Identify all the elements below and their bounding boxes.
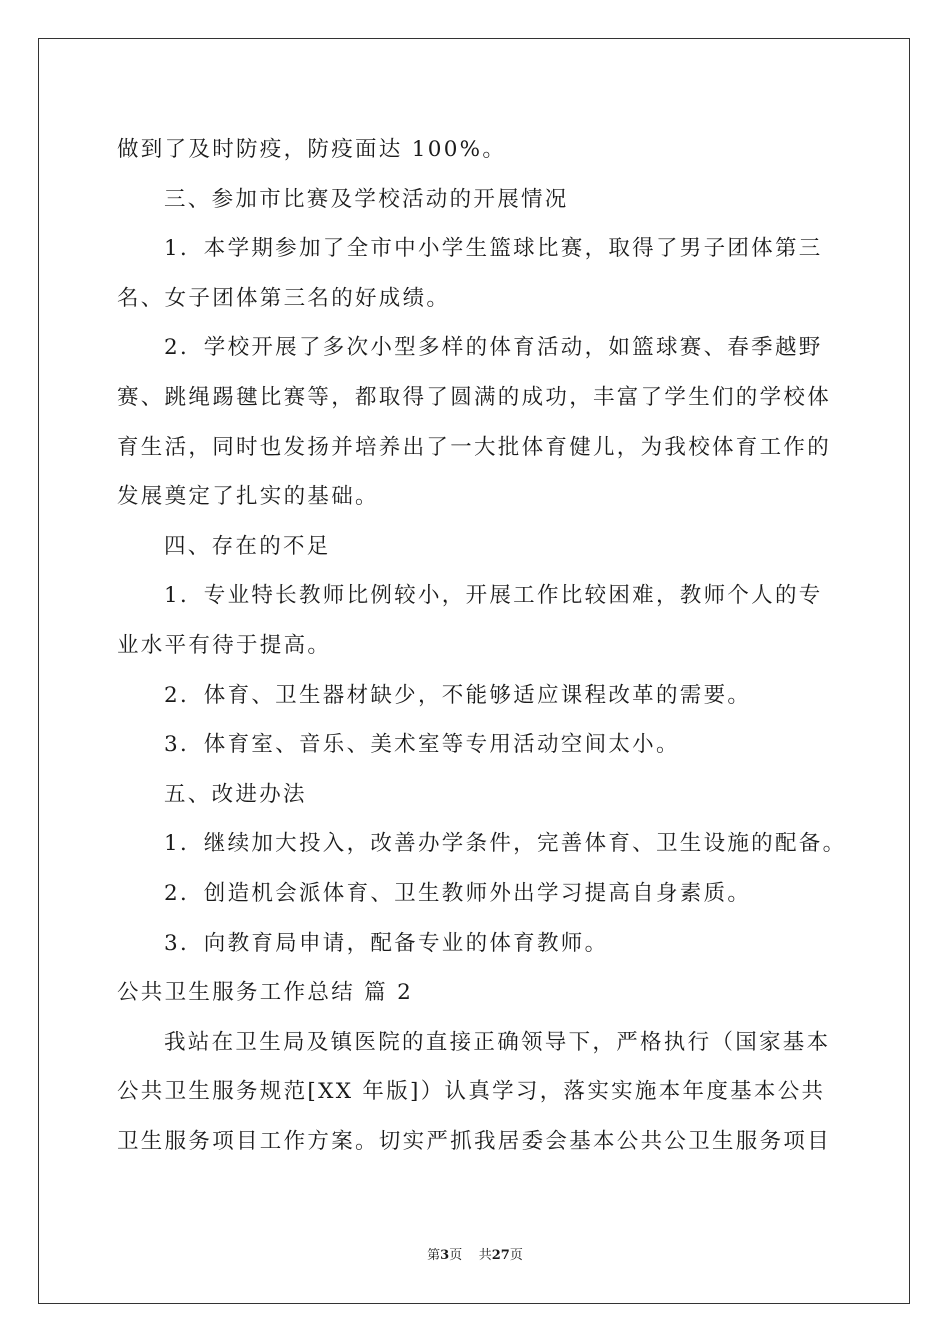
total-prefix: 共	[478, 1248, 492, 1263]
text-line: 育生活，同时也发扬并培养出了一大批体育健儿，为我校体育工作的	[117, 434, 832, 460]
section-heading: 四、存在的不足	[164, 533, 331, 559]
text-line: 赛、跳绳踢毽比赛等，都取得了圆满的成功，丰富了学生们的学校体	[117, 384, 832, 410]
text-line: 卫生服务项目工作方案。切实严抓我居委会基本公共公卫生服务项目	[117, 1128, 832, 1154]
text-line: 业水平有待于提高。	[117, 632, 332, 658]
page-prefix: 第	[427, 1248, 441, 1263]
total-pages: 27	[491, 1248, 510, 1263]
text-line: 2．创造机会派体育、卫生教师外出学习提高自身素质。	[164, 880, 752, 906]
text-line: 3．体育室、音乐、美术室等专用活动空间太小。	[164, 732, 680, 758]
text-line: 名、女子团体第三名的好成绩。	[117, 285, 451, 311]
text-line: 1．本学期参加了全市中小学生篮球比赛，取得了男子团体第三	[164, 236, 823, 262]
total-suffix: 页	[509, 1248, 523, 1263]
section-heading: 五、改进办法	[164, 781, 307, 807]
document-body	[117, 125, 847, 1166]
text-line: 2．体育、卫生器材缺少，不能够适应课程改革的需要。	[164, 682, 752, 708]
text-line: 我站在卫生局及镇医院的直接正确领导下，严格执行（国家基本	[164, 1029, 831, 1055]
text-line: 发展奠定了扎实的基础。	[117, 484, 379, 510]
page-number: 3	[440, 1248, 450, 1263]
article-title: 公共卫生服务工作总结 篇 2	[117, 980, 414, 1006]
text-line: 3．向教育局申请，配备专业的体育教师。	[164, 930, 609, 956]
text-line: 2．学校开展了多次小型多样的体育活动，如篮球赛、春季越野	[164, 335, 823, 361]
text-line: 1．专业特长教师比例较小，开展工作比较困难，教师个人的专	[164, 583, 823, 609]
page-suffix: 页	[449, 1248, 463, 1263]
text-line: 做到了及时防疫，防疫面达 100%。	[117, 137, 507, 162]
page-footer	[0, 1247, 950, 1265]
section-heading: 三、参加市比赛及学校活动的开展情况	[164, 186, 569, 212]
text-line: 公共卫生服务规范[XX 年版]）认真学习，落实实施本年度基本公共	[117, 1079, 826, 1105]
text-line: 1．继续加大投入，改善办学条件，完善体育、卫生设施的配备。	[164, 831, 847, 857]
